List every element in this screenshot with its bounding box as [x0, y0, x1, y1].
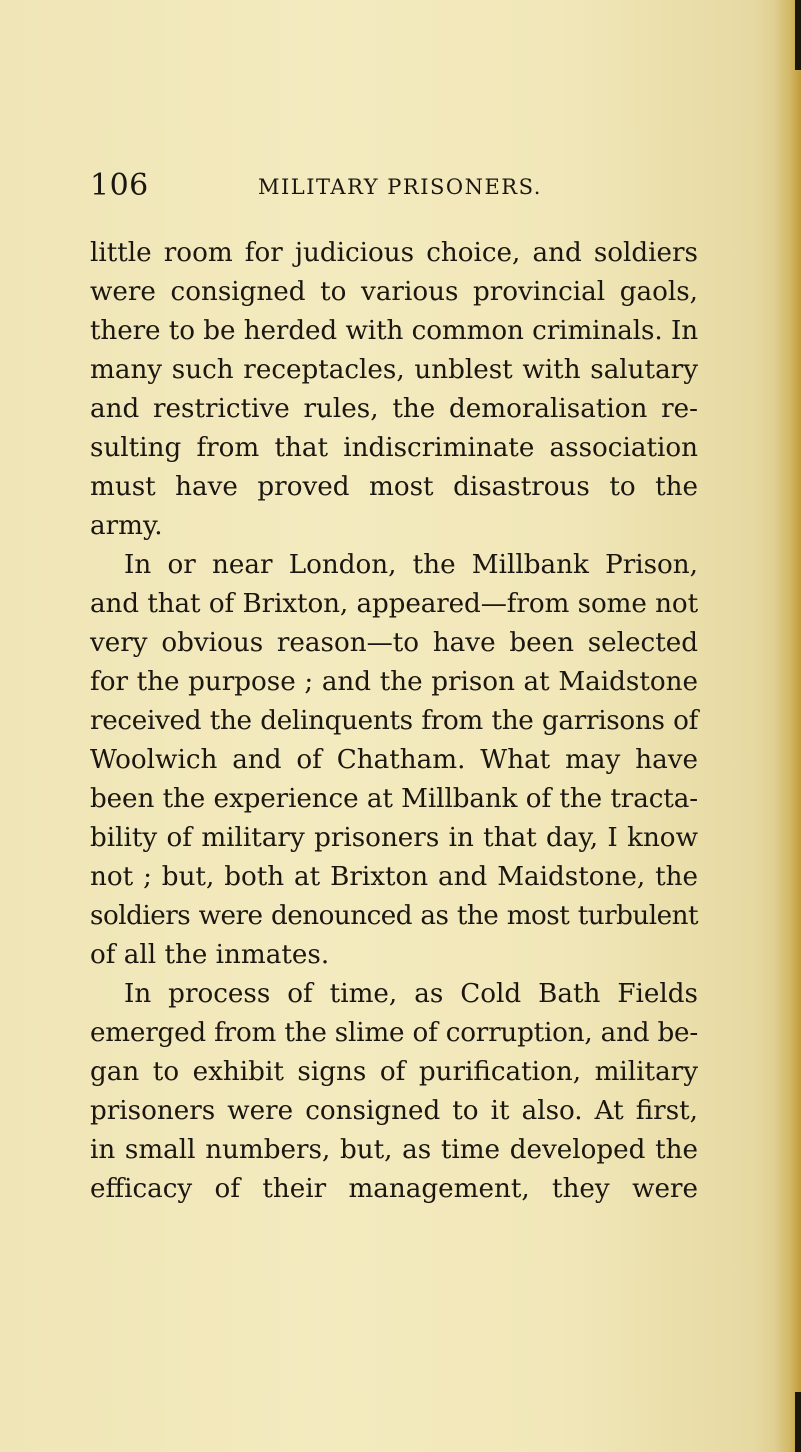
text-line: little room for judicious choice, and soldiers: [90, 238, 698, 268]
text-line: many such receptacles, unblest with salutary: [90, 355, 698, 385]
text-line: were consigned to various provincial gaols,: [90, 277, 698, 307]
text-line: army.: [90, 511, 163, 541]
text-line: for the purpose ; and the prison at Maidstone: [90, 667, 698, 697]
text-line: prisoners were consigned to it also. At first,: [90, 1096, 698, 1126]
page-header: [90, 168, 730, 208]
text-line: bility of military prisoners in that day, I know: [90, 823, 698, 853]
text-line: must have proved most disastrous to the: [90, 472, 698, 502]
text-line: not ; but, both at Brixton and Maidstone, the: [90, 862, 698, 892]
text-line: sulting from that indiscriminate association: [90, 433, 698, 463]
paragraph-3: [90, 975, 698, 1209]
text-line: and restrictive rules, the demoralisation re-: [90, 394, 698, 424]
text-line: and that of Brixton, appeared—from some not: [90, 589, 698, 619]
text-line: In or near London, the Millbank Prison,: [124, 550, 698, 580]
running-head: MILITARY PRISONERS.: [258, 175, 542, 199]
page-edge-mark-bottom: [795, 1392, 801, 1452]
text-line: gan to exhibit signs of purification, military: [90, 1057, 698, 1087]
text-line: efficacy of their management, they were: [90, 1174, 698, 1204]
text-line: emerged from the slime of corruption, and be-: [90, 1018, 698, 1048]
page-number: 106: [90, 168, 149, 203]
text-line: Woolwich and of Chatham. What may have: [90, 745, 698, 775]
page-edge-mark-top: [795, 0, 801, 70]
text-line: in small numbers, but, as time developed the: [90, 1135, 698, 1165]
text-line: received the delinquents from the garrisons of: [90, 706, 698, 736]
body-text: [90, 234, 698, 1209]
text-line: there to be herded with common criminals. In: [90, 316, 698, 346]
page-edge-shadow: [775, 0, 801, 1452]
text-line: been the experience at Millbank of the tracta-: [90, 784, 698, 814]
text-line: soldiers were denounced as the most turbulent: [90, 901, 698, 931]
paragraph-1: [90, 234, 698, 546]
text-line: In process of time, as Cold Bath Fields: [124, 979, 698, 1009]
text-line: of all the inmates.: [90, 940, 330, 970]
paragraph-2: [90, 546, 698, 975]
text-line: very obvious reason—to have been selected: [90, 628, 698, 658]
